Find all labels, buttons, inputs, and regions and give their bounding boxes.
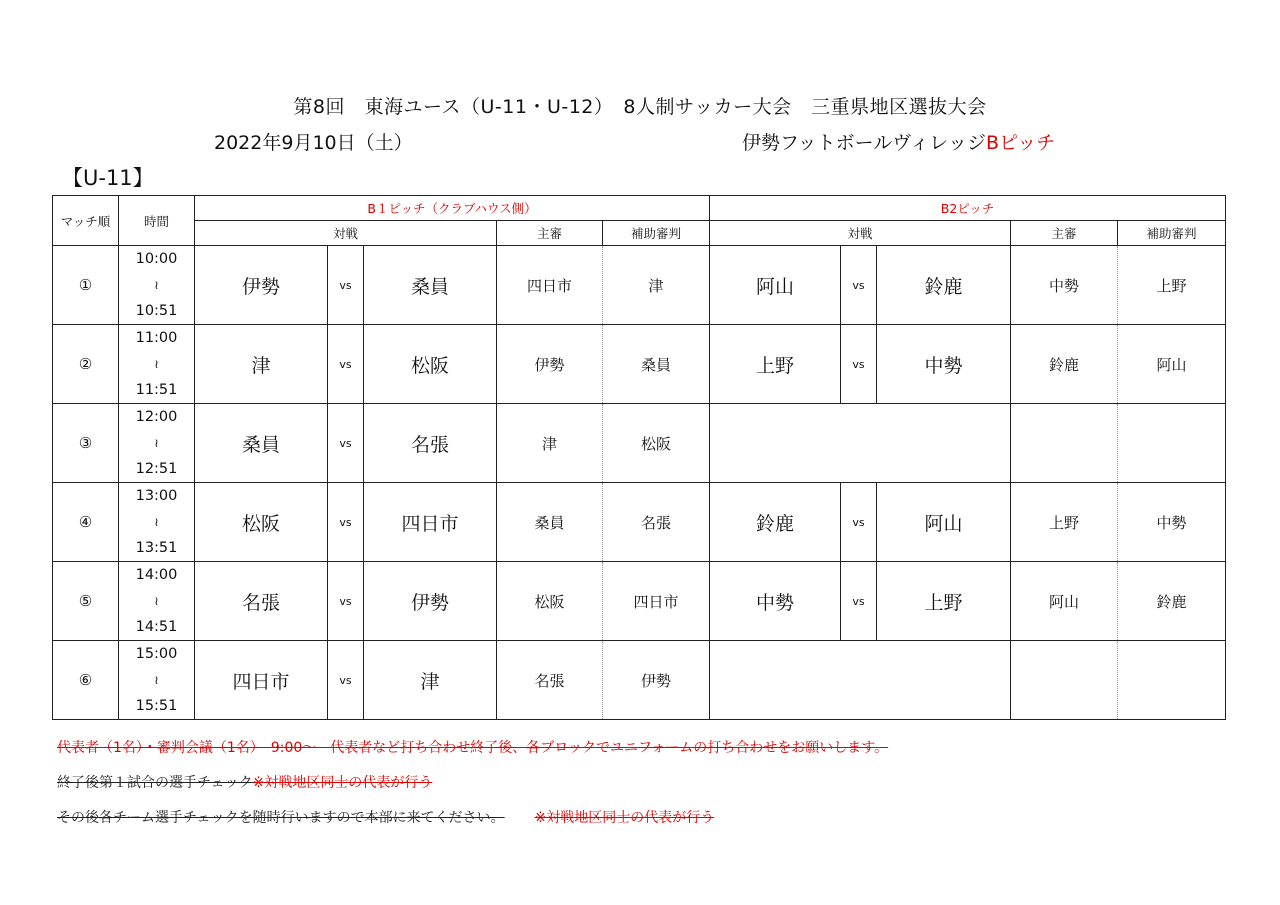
match-time [119,325,195,404]
header-b2-main-referee: 主審 [1011,221,1118,246]
note-player-check-text: その後各チーム選手チェックを随時行いますので本部に来てください。 [57,810,505,826]
p1-vs-label: vs [328,325,364,404]
p2-vs-label: vs [841,325,877,404]
p2-main-referee: 鈴鹿 [1011,325,1118,404]
p2-main-referee: 阿山 [1011,562,1118,641]
p2-away-team: 阿山 [877,483,1011,562]
p1-home-team: 桑員 [195,404,328,483]
document-title: 第8回 東海ユース（U-11・U-12） 8人制サッカー大会 三重県地区選抜大会 [293,96,987,118]
p2-empty-match [710,641,1011,720]
p1-away-team: 伊勢 [364,562,497,641]
section-label: 【U-11】 [62,166,154,190]
header-pitch-b1: B１ピッチ（クラブハウス側） [195,196,710,221]
time-separator: ≀ [154,594,159,608]
p1-vs-label: vs [328,641,364,720]
p1-away-team: 四日市 [364,483,497,562]
match-number: ③ [53,404,119,483]
match-number: ⑤ [53,562,119,641]
p1-home-team: 名張 [195,562,328,641]
p1-vs-label: vs [328,404,364,483]
p1-main-referee: 名張 [497,641,603,720]
p1-away-team: 松阪 [364,325,497,404]
match-time [119,641,195,720]
p1-assistant-referee: 名張 [603,483,710,562]
p2-main-referee: 上野 [1011,483,1118,562]
time-separator: ≀ [154,357,159,371]
time-separator: ≀ [154,515,159,529]
p2-assistant-referee: 阿山 [1118,325,1226,404]
match-time [119,246,195,325]
p1-main-referee: 津 [497,404,603,483]
venue-pitch: Bピッチ [985,132,1056,154]
p1-home-team: 四日市 [195,641,328,720]
table-row [53,246,1226,325]
header-b2-match: 対戦 [710,221,1011,246]
end-time: 12:51 [135,461,178,477]
p1-vs-label: vs [328,483,364,562]
note-meeting [57,737,888,757]
start-time: 11:00 [135,330,178,346]
p1-main-referee: 四日市 [497,246,603,325]
p2-vs-label: vs [841,246,877,325]
header-time: 時間 [119,196,195,246]
p1-assistant-referee: 津 [603,246,710,325]
p1-home-team: 松阪 [195,483,328,562]
time-separator: ≀ [154,673,159,687]
p1-away-team: 津 [364,641,497,720]
p2-away-team: 鈴鹿 [877,246,1011,325]
p2-away-team: 上野 [877,562,1011,641]
start-time: 13:00 [135,488,178,504]
note-first-check-red: ※対戦地区同士の代表が行う [252,775,433,791]
header-b2-assistant-referee: 補助審判 [1118,221,1226,246]
match-number: ② [53,325,119,404]
p1-main-referee: 松阪 [497,562,603,641]
p1-home-team: 伊勢 [195,246,328,325]
schedule-body [53,246,1226,720]
p1-away-team: 桑員 [364,246,497,325]
p2-empty-assistant-referee [1118,641,1226,720]
match-time [119,404,195,483]
p1-assistant-referee: 松阪 [603,404,710,483]
p1-assistant-referee: 桑員 [603,325,710,404]
p2-empty-assistant-referee [1118,404,1226,483]
time-separator: ≀ [154,278,159,292]
start-time: 14:00 [135,567,178,583]
note-player-check-red: ※対戦地区同士の代表が行う [534,810,715,826]
p1-vs-label: vs [328,562,364,641]
end-time: 11:51 [135,382,178,398]
p2-empty-main-referee [1011,641,1118,720]
p2-vs-label: vs [841,483,877,562]
match-time [119,562,195,641]
table-row [53,483,1226,562]
end-time: 13:51 [135,540,178,556]
p2-home-team: 中勢 [710,562,841,641]
p2-main-referee: 中勢 [1011,246,1118,325]
p1-assistant-referee: 伊勢 [603,641,710,720]
note-player-check [57,807,714,827]
p1-vs-label: vs [328,246,364,325]
end-time: 15:51 [135,698,178,714]
header-b1-main-referee: 主審 [497,221,603,246]
end-time: 14:51 [135,619,178,635]
p2-empty-match [710,404,1011,483]
start-time: 10:00 [135,251,178,267]
table-row [53,404,1226,483]
p1-main-referee: 桑員 [497,483,603,562]
end-time: 10:51 [135,303,178,319]
p2-home-team: 鈴鹿 [710,483,841,562]
p1-main-referee: 伊勢 [497,325,603,404]
p2-assistant-referee: 鈴鹿 [1118,562,1226,641]
header-match-order: マッチ順 [53,196,119,246]
event-venue [742,128,1055,155]
p2-empty-main-referee [1011,404,1118,483]
event-date: 2022年9月10日（土） [214,132,413,154]
match-time [119,483,195,562]
start-time: 12:00 [135,409,178,425]
match-number: ① [53,246,119,325]
header-b1-match: 対戦 [195,221,497,246]
table-row [53,641,1226,720]
p2-assistant-referee: 上野 [1118,246,1226,325]
table-row [53,562,1226,641]
p1-away-team: 名張 [364,404,497,483]
p2-home-team: 上野 [710,325,841,404]
p2-vs-label: vs [841,562,877,641]
venue-name: 伊勢フットボールヴィレッジ [742,132,986,154]
match-number: ⑥ [53,641,119,720]
p1-home-team: 津 [195,325,328,404]
table-row [53,325,1226,404]
schedule-table [52,195,1226,720]
p1-assistant-referee: 四日市 [603,562,710,641]
match-number: ④ [53,483,119,562]
p2-assistant-referee: 中勢 [1118,483,1226,562]
p2-home-team: 阿山 [710,246,841,325]
header-pitch-b2: B2ピッチ [710,196,1226,221]
start-time: 15:00 [135,646,178,662]
p2-away-team: 中勢 [877,325,1011,404]
note-meeting-text: 代表者（1名）・審判会議（1名） 9:00～ 代表者など打ち合わせ終了後、各ブロックでユニフォームの打ち合わせをお願いします。 [57,740,889,756]
note-first-check [57,772,432,792]
time-separator: ≀ [154,436,159,450]
header-b1-assistant-referee: 補助審判 [603,221,710,246]
note-first-check-text: 終了後第１試合の選手チェック [57,775,253,791]
